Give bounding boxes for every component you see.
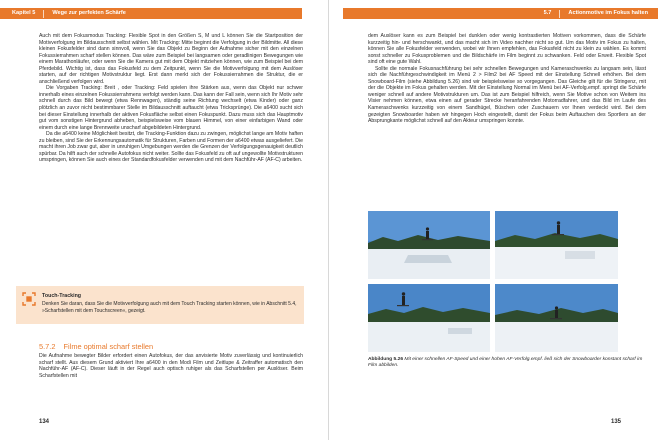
- section-number-label: 5.7: [543, 10, 552, 16]
- page-number-right: 135: [611, 419, 622, 425]
- snowboard-photo-1: [368, 211, 490, 279]
- section-number: 5.7.2: [39, 342, 56, 351]
- running-header-left: [0, 8, 302, 19]
- tip-body: Denken Sie daran, dass Sie die Motivverfolgung auch mit dem Touch Tracking starten können, wie in Abschnitt 5.4, »Scharfstellen mit dem Touchscreen«, gezeigt.: [42, 301, 297, 314]
- snowboard-photo-3: [368, 284, 490, 352]
- chapter-label: Kapitel 5: [12, 10, 36, 16]
- section-body-text: [39, 353, 303, 379]
- paragraph: dem Auslöser kann es zum Beispiel bei dunklen oder wenig kontrastierten Motiven vorkommen, dass die Schärfe kurzzeitig hin- und herschwankt, und das macht sich im Video nachher nicht so gut. Um das Motiv im Fokus zu halten, können Sie alle Fokusfelder verwenden, wobei wir Ihnen empfehlen, das Fokusfeld nicht zu klein zu wählen. Es kommt sonst schneller zu Fokusproblemen und die Bildschärfe im Film beginnt zu schwanken. Feld oder Erweit. Flexible Spot sind oft eine gute Wahl.: [368, 33, 646, 66]
- running-header-right: [343, 8, 658, 19]
- paragraph: Da die a6400 keine Möglichkeit besitzt, die Tracking-Funktion dazu zu zwingen, möglichst lange am Motiv haften zu bleiben, sind Sie der Erkennungsautomatik für Strukturen, Farben und Formen der a6400 etwas ausgeliefert. Die macht ihren Job zwar gut, aber in unruhigen Umgebungen werden die Grenzen der Verfolgungsgenauigkeit deutlich spürbar. Da hilft auch der schnelle Autofokus nicht weiter. Sollte das Fokusfeld zu oft auf ungewollte Motivstrukturen umspringen, können Sie auch eines der Standardfokusfelder verwenden und mit dem Nachführ-AF (AF-C) arbeiten.: [39, 131, 303, 164]
- header-separator: [43, 10, 44, 18]
- left-body-text: [39, 33, 303, 164]
- figure-caption: [368, 357, 644, 370]
- paragraph: Die Aufnahme bewegter Bilder erfordert einen Autofokus, der das anvisierte Motiv zuverlässig und kontinuierlich scharf stellt. Aus diesem Grund aktiviert Ihre a6400 in den Modi Film und Zeitlupe & Zeitraffer automatisch den Nachführ-AF (AF-C). Dieser läuft in der Regel auch optisch ruhiger als das Scharfstellen per Auslöser. Beim Scharfstellen mit: [39, 353, 303, 379]
- section-title-label: Actionmotive im Fokus halten: [568, 10, 648, 16]
- tip-box: [16, 286, 304, 324]
- right-body-text: [368, 33, 646, 125]
- figure-caption-text: Mit einer schnellen AF-Speed und einer hohen AF-Verfolg.empf. ließ sich der Snowboarder konstant scharf im Film abbilden.: [368, 357, 643, 369]
- section-title: Filme optimal scharf stellen: [63, 342, 154, 351]
- tip-title: Touch-Tracking: [42, 293, 82, 299]
- paragraph: Auch mit dem Fokusmodus Tracking: Flexible Spot in den Größen S, M und L können Sie die Startposition der Motivverfolgung im Bildausschnitt selbst wählen. Mit Tracking: Mitte beginnt die Verfolgung in der Bildmitte. All diese kleinen Fokusfelder sind dann sinnvoll, wenn Sie das Objekt zu Beginn der Aufnahme sicher mit den einzelnen Fokussierrahmen scharf stellen können. Das wäre zum Beispiel bei langsamen oder geradlinigen Bewegungen wie einem Marathonläufer, oder wenn Sie die Kamera gut mit dem Objekt mitziehen können, wie zum Beispiel bei dem Pferdebild. Wichtig ist, dass das Fokusfeld zu dem Zeitpunkt, wenn Sie die Motivverfolgung mit dem Auslöser starten, auf der richtigen Motivstruktur liegt. Erst dann merkt sich der Fokussierrahmen die Struktur, die er anschließend verfolgen wird.: [39, 33, 303, 85]
- header-separator: [559, 10, 560, 18]
- chapter-title: Wege zur perfekten Schärfe: [52, 10, 126, 16]
- section-heading: [39, 342, 153, 351]
- page-number-left: 134: [39, 419, 50, 425]
- figure-label: Abbildung 5.26: [368, 357, 404, 362]
- snowboard-photo-2: [495, 211, 618, 279]
- paragraph: Sollte die normale Fokusnachführung bei sehr schnellen Bewegungen und Kameraschwenks zu langsam sein, lässt sich die Nachführgeschwindigkeit im Menü 2 > Film2 bei AF Speed mit der Einstellung Schnell erhöhen. Bei dem Snowboard-Film (siehe Abbildung 5.26) sind wir beispielsweise so vorgegangen. Das Gleiche gilt für die Stringenz, mit der die Objekte im Fokus gehalten werden. Mit der Einstellung Normal im Menü bei AF-Verfolg.empf. springt die Schärfe weniger schnell auf andere Motivstrukturen um. Das ist zum Beispiel hilfreich, wenn Sie Motive schon von Weitem ins Visier nehmen können, etwa einen auf gerader Strecke heranfahrenden Motorradfahrer, und das Bild im Laufe des Kameraschwenks kurzzeitig von einem Sandhügel, Büschen oder Zuschauern vor Ihnen verdeckt wird. Bei dem gezeigten Snowboarder haben wir hingegen Hoch eingestellt, damit der Fokus beim Auftauchen des Sportlers an der Absprungkante möglichst schnell auf den Akteur umspringen konnte.: [368, 65, 646, 125]
- paragraph: Die Vorgaben Tracking: Breit , oder Tracking: Feld spielen ihre Stärken aus, wenn das Objekt nur schwer innerhalb eines einzelnen Fokussierrahmens verfolgt werden kann. Das kann der Fall sein, wenn sich Ihr Motiv sehr schnell durch das Bild bewegt (etwa Rennwagen), ständig seine Richtung wechselt (etwa Kinder) oder ganz plötzlich an zuvor nicht bestimmbarer Stelle im Bildausschnitt auftaucht (etwa Tricksprünge). Die a6400 sucht sich bei dieser Einstellung innerhalb der aktiven Fokusfläche selbst einen Fokuspunkt. Dazu muss sich das Hauptmotiv gut vom sonstigen Hintergrund abheben, beispielsweise vom blauen Himmel, von einer einfarbigen Wand oder einem durch eine lange Brennweite unscharf abgebildeten Hintergrund.: [39, 85, 303, 131]
- snowboard-photo-4: [495, 284, 618, 352]
- touch-tracking-icon: [22, 292, 36, 306]
- right-page: [329, 0, 658, 440]
